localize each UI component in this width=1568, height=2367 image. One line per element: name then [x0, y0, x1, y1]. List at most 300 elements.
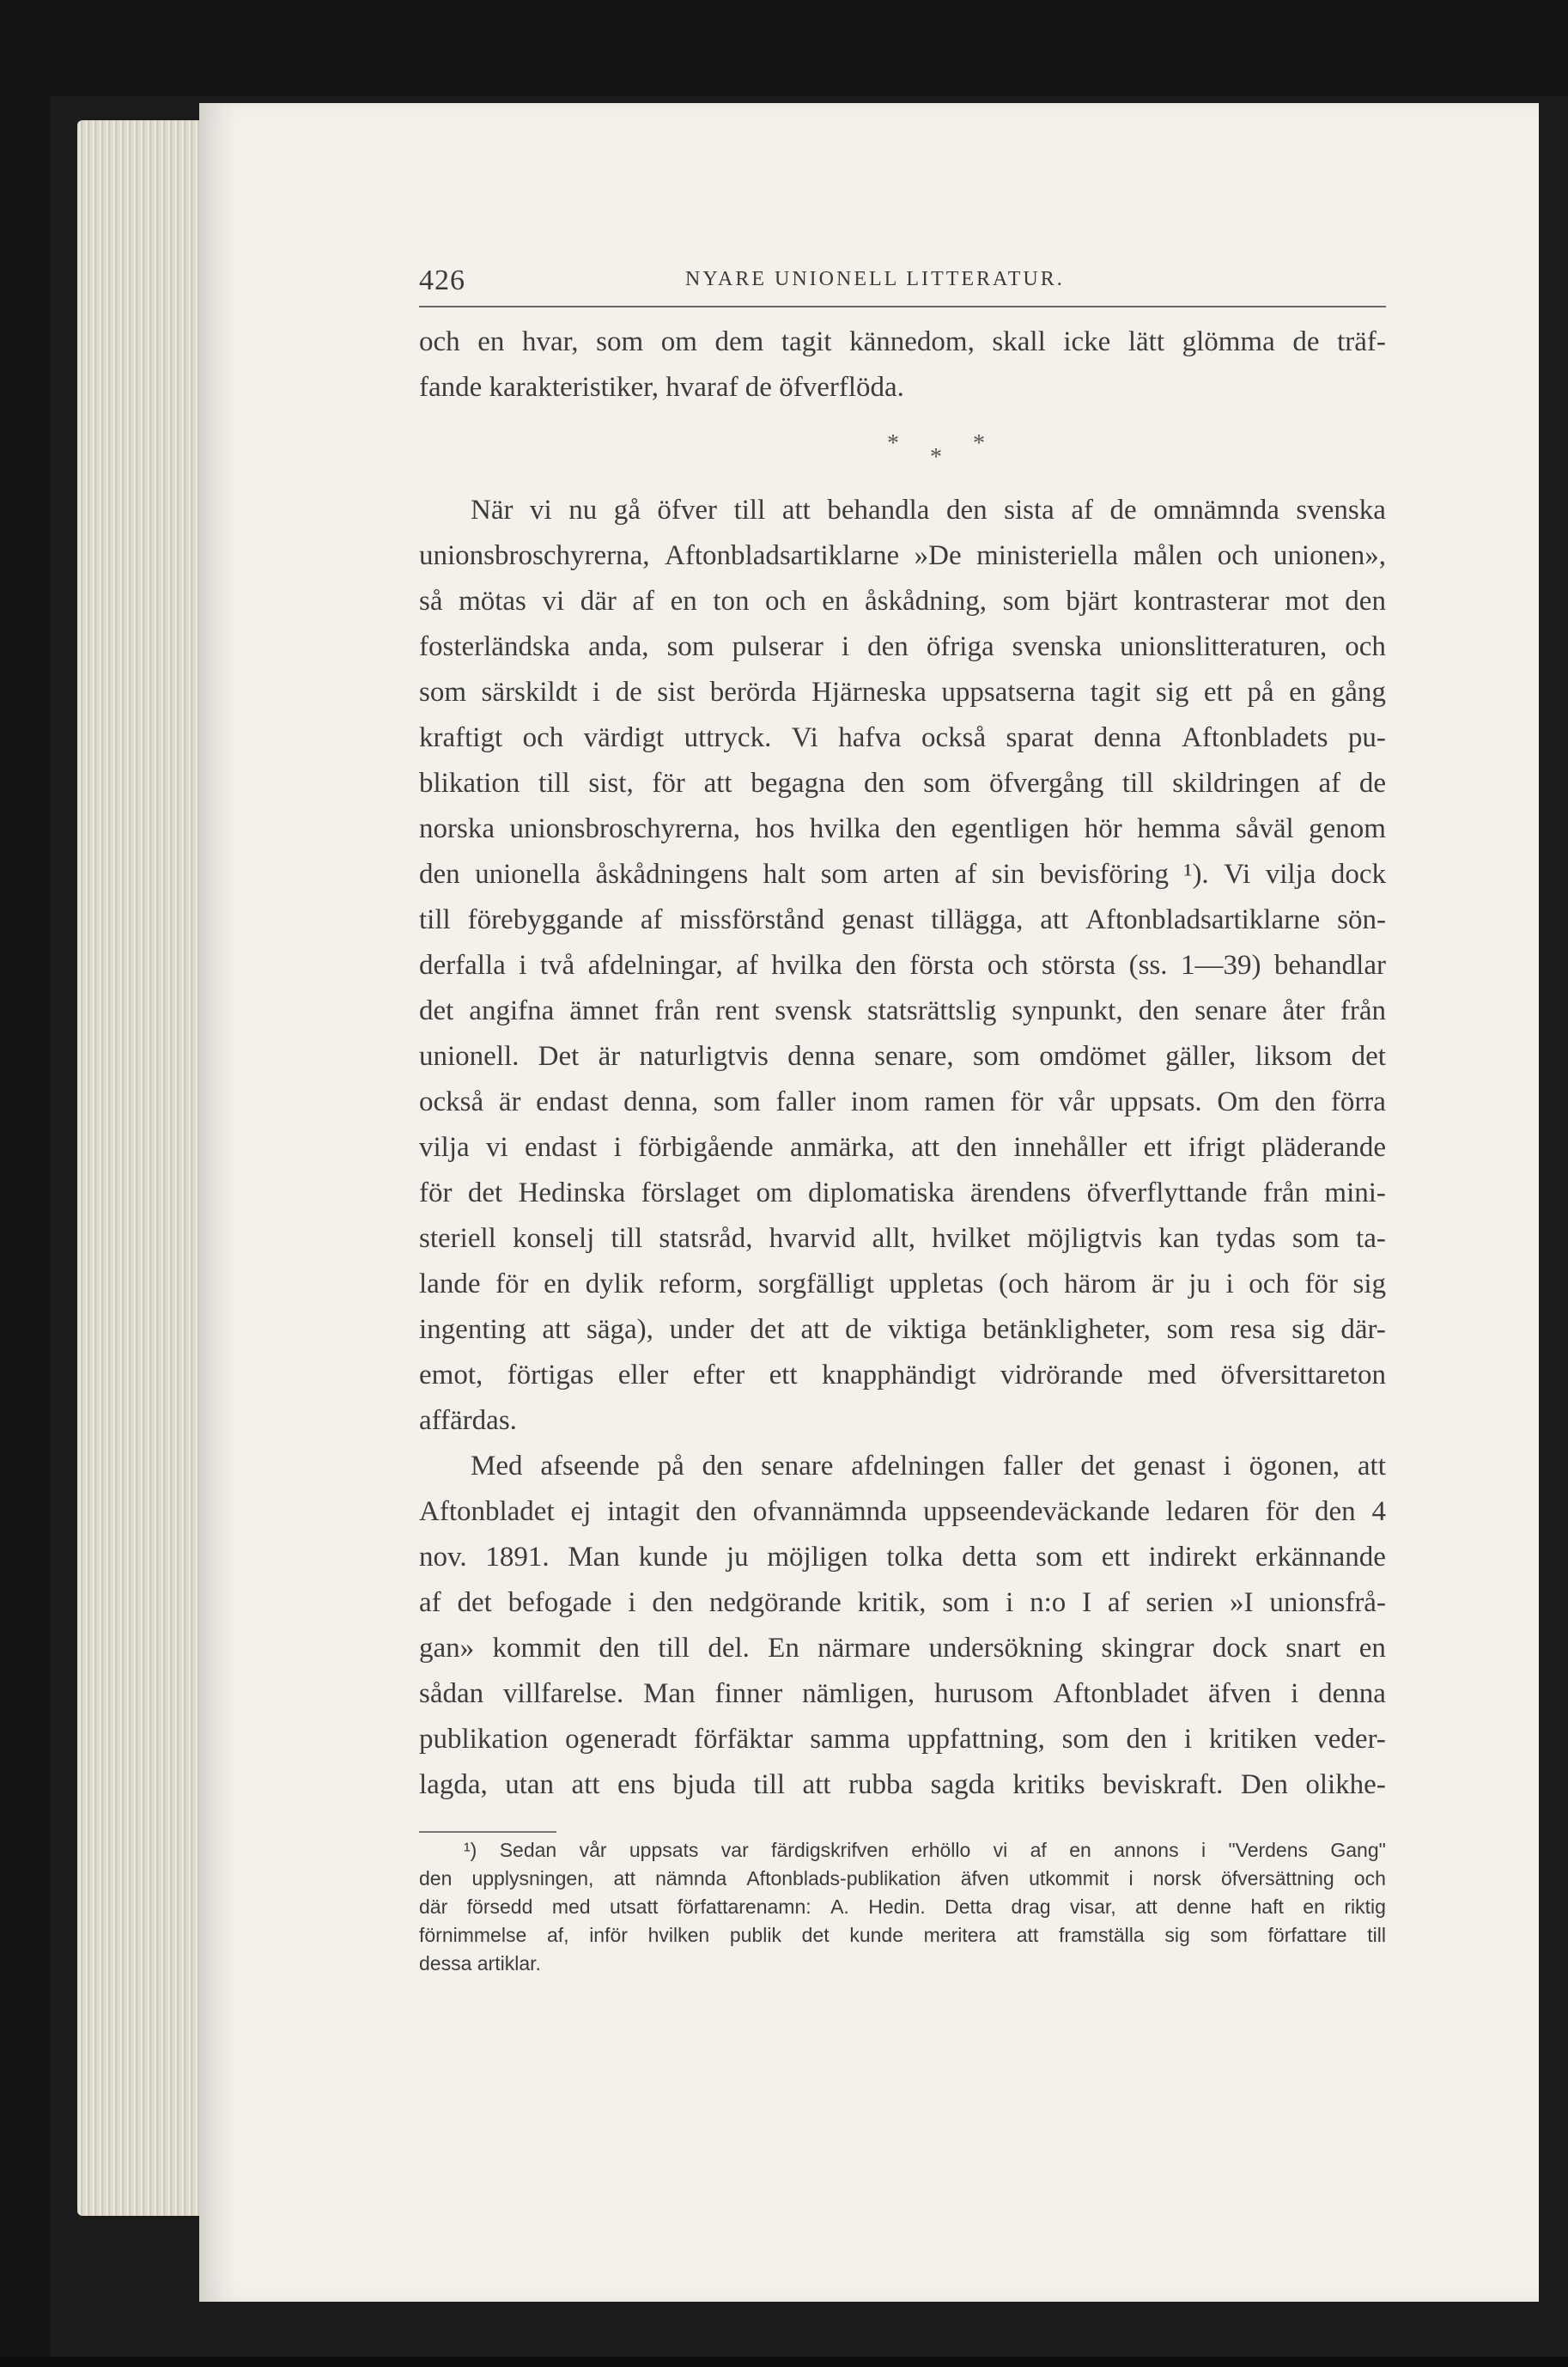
- word: unionsbroschyrerna,: [509, 813, 740, 844]
- word: den: [599, 1633, 641, 1664]
- word: unionsbroschyrerna,: [419, 540, 650, 571]
- word: öfversittareton: [1220, 1360, 1386, 1390]
- word: mötas: [459, 586, 526, 617]
- word: hvilket: [932, 1223, 1011, 1254]
- word: diplomatiska: [808, 1177, 955, 1208]
- text-line: [419, 1125, 1386, 1171]
- word: att: [613, 1867, 636, 1889]
- footnote-rule: [419, 1831, 556, 1833]
- word: naturligtvis: [639, 1041, 769, 1072]
- word: under: [669, 1314, 734, 1345]
- word: som: [1210, 1924, 1248, 1946]
- word: särskildt: [481, 677, 578, 708]
- word: i: [1183, 1724, 1193, 1755]
- word: och: [1217, 540, 1259, 571]
- word: tagit: [781, 326, 832, 357]
- word: (ss.: [1128, 950, 1168, 981]
- word: den: [1138, 995, 1180, 1026]
- word: en: [1358, 1633, 1386, 1664]
- word: möjligen: [767, 1542, 868, 1573]
- word: sist,: [588, 768, 634, 799]
- word: mini-: [1324, 1177, 1386, 1208]
- word: i: [1200, 1839, 1206, 1861]
- word: ju: [1188, 1269, 1211, 1299]
- word: anmärka,: [789, 1132, 895, 1163]
- word: afdelningar,: [587, 950, 723, 981]
- word: skingrar: [1101, 1633, 1194, 1664]
- word: olikhe-: [1305, 1769, 1386, 1800]
- word: Aftonbladets: [1182, 722, 1328, 753]
- word: visar,: [1070, 1895, 1116, 1918]
- word: utan: [505, 1769, 555, 1800]
- word: hafva: [838, 722, 902, 753]
- word: de: [1358, 768, 1386, 799]
- word: uppsatserna: [941, 677, 1076, 708]
- word: i: [1291, 1678, 1299, 1709]
- word: nedgörande: [708, 1587, 842, 1618]
- word: ingenting: [419, 1314, 526, 1345]
- word: och: [1249, 1269, 1290, 1299]
- word: betänkligheter,: [982, 1314, 1151, 1345]
- word: såväl: [1235, 813, 1294, 844]
- word: lande: [419, 1269, 481, 1299]
- word: värdigt: [583, 722, 665, 753]
- word: det: [467, 1177, 503, 1208]
- text-line: [419, 1671, 1386, 1717]
- word: öfvergång: [989, 768, 1104, 799]
- word: glömma: [1182, 326, 1275, 357]
- word: vilja: [419, 1132, 470, 1163]
- word: Hedin.: [868, 1895, 926, 1918]
- word: af,: [546, 1924, 569, 1946]
- word: från: [653, 995, 700, 1026]
- word: kunde: [638, 1542, 708, 1573]
- text-line: [419, 1353, 1386, 1398]
- text-line: [419, 1762, 1386, 1808]
- word: unionell.: [419, 1041, 520, 1072]
- word: Hjärneska: [811, 677, 927, 708]
- text-line: [419, 488, 1386, 533]
- word: endast: [524, 1132, 598, 1163]
- word: den: [1274, 1086, 1316, 1117]
- word: i: [841, 631, 850, 662]
- word: vidrörande: [1000, 1360, 1123, 1390]
- section-separator: * * *: [887, 430, 985, 471]
- word: i: [519, 950, 527, 981]
- word: vår: [1058, 1086, 1095, 1117]
- word: som: [1291, 1223, 1340, 1254]
- word: den: [863, 768, 905, 799]
- word: intagit: [607, 1496, 680, 1527]
- word: i: [1006, 1587, 1014, 1618]
- word: missförstånd: [679, 904, 825, 935]
- footnote-line: [419, 1865, 1386, 1893]
- word: omnämnda: [1153, 495, 1279, 526]
- word: ramen: [924, 1086, 995, 1117]
- word: att: [703, 768, 732, 799]
- word: kritik,: [857, 1587, 927, 1618]
- word: lätt: [1127, 326, 1165, 357]
- word: denna: [1318, 1678, 1386, 1709]
- word: tydas: [1215, 1223, 1276, 1254]
- word: 1—39): [1180, 950, 1261, 981]
- word: drag: [1011, 1895, 1051, 1918]
- word: af: [1107, 1587, 1130, 1618]
- word: åskådning,: [864, 586, 988, 617]
- word: de: [845, 1314, 872, 1345]
- text-line: [419, 1535, 1386, 1580]
- word: bjuda: [672, 1769, 736, 1800]
- word: indirekt: [1148, 1542, 1237, 1573]
- word: statsrättslig: [867, 995, 997, 1026]
- word: bjärt: [1066, 586, 1118, 617]
- word: kommit: [492, 1633, 581, 1664]
- word: den: [1315, 1496, 1356, 1527]
- word: säga),: [586, 1314, 653, 1345]
- word: den: [702, 1451, 744, 1482]
- word: var: [720, 1839, 749, 1861]
- page-edges: [77, 120, 206, 2216]
- word: Med: [471, 1451, 523, 1482]
- word: som: [713, 1086, 761, 1117]
- footnote-line: dessa artiklar.: [419, 1952, 541, 1975]
- word: norska: [419, 813, 495, 844]
- word: När: [471, 495, 514, 526]
- word: och: [987, 950, 1029, 981]
- text-line: [419, 898, 1386, 943]
- word: närmare: [817, 1633, 911, 1664]
- word: genom: [1309, 813, 1386, 844]
- word: sista: [1004, 495, 1054, 526]
- word: nu: [568, 495, 598, 526]
- word: riktig: [1344, 1895, 1386, 1918]
- word: gäller,: [1165, 1041, 1237, 1072]
- word: omdömet: [1039, 1041, 1146, 1072]
- word: Aftonbladet: [1053, 1678, 1189, 1709]
- word: n:o: [1030, 1587, 1067, 1618]
- text-line: [419, 1080, 1386, 1125]
- word: Om: [1217, 1086, 1260, 1117]
- text-line: [419, 1444, 1386, 1489]
- word: hvilka: [809, 813, 881, 844]
- word: sig: [1155, 677, 1189, 708]
- word: första: [909, 950, 975, 981]
- word: i: [1128, 1867, 1133, 1889]
- word: dem: [714, 326, 764, 357]
- word: tagit: [1090, 677, 1141, 708]
- word: Man: [643, 1678, 696, 1709]
- word: anda,: [587, 631, 649, 662]
- word: af: [1071, 495, 1093, 526]
- word: statsråd,: [659, 1223, 753, 1254]
- word: förebyggande: [467, 904, 623, 935]
- word: dylik: [585, 1269, 644, 1299]
- word: ett: [1203, 677, 1232, 708]
- word: unionslitteraturen,: [1120, 631, 1328, 662]
- word: ett: [1101, 1542, 1130, 1573]
- word: där: [580, 586, 617, 617]
- word: hurusom: [934, 1678, 1034, 1709]
- word: i: [1223, 1451, 1231, 1482]
- word: angifna: [469, 995, 555, 1026]
- word: nov.: [419, 1542, 467, 1573]
- word: hos: [755, 813, 795, 844]
- word: sig: [1352, 1269, 1386, 1299]
- word: tillägga,: [931, 904, 1024, 935]
- word: arten: [883, 859, 940, 890]
- word: norsk: [1152, 1867, 1201, 1889]
- word: unionella: [475, 859, 580, 890]
- word: författarenamn:: [677, 1895, 811, 1918]
- word: veder-: [1314, 1724, 1386, 1755]
- word: för: [1304, 1269, 1338, 1299]
- word: snart: [1285, 1633, 1341, 1664]
- page-number: 426: [419, 265, 465, 296]
- word: serien: [1146, 1587, 1214, 1618]
- word: liksom: [1255, 1041, 1333, 1072]
- word: det: [801, 1924, 830, 1946]
- word: det: [1351, 1041, 1386, 1072]
- word: samma: [810, 1724, 890, 1755]
- word: eller: [617, 1360, 669, 1390]
- word: Det: [538, 1041, 580, 1072]
- word: hör: [1084, 813, 1122, 844]
- text-line: [419, 1171, 1386, 1216]
- word: finner: [714, 1678, 783, 1709]
- body-text: [419, 319, 1386, 1808]
- word: och: [1345, 631, 1386, 662]
- word: färdigskrifven: [771, 1839, 889, 1861]
- word: annons: [1114, 1839, 1179, 1861]
- word: "Verdens: [1228, 1839, 1309, 1861]
- word: där: [419, 1895, 448, 1918]
- word: Aftonbladsartiklarne: [665, 540, 900, 571]
- bottom-edge-shadow: [0, 2357, 1568, 2367]
- word: dock: [1330, 859, 1386, 890]
- text-line: [419, 943, 1386, 989]
- word: en: [1069, 1839, 1091, 1861]
- word: senare,: [874, 1041, 954, 1072]
- word: skildringen: [1172, 768, 1300, 799]
- word: unionen»,: [1273, 540, 1386, 571]
- word: målen: [1133, 540, 1203, 571]
- word: i: [592, 677, 601, 708]
- word: hemma: [1137, 813, 1221, 844]
- word: kan: [1158, 1223, 1200, 1254]
- word: äfven: [1207, 1678, 1272, 1709]
- word: skall: [992, 326, 1046, 357]
- word: vi: [530, 495, 552, 526]
- word: ögonen,: [1249, 1451, 1340, 1482]
- word: är: [498, 1086, 521, 1117]
- word: gan»: [419, 1633, 475, 1664]
- word: behandla: [827, 495, 930, 526]
- word: haft: [1250, 1895, 1284, 1918]
- word: sig: [1291, 1314, 1325, 1345]
- word: den: [696, 1496, 737, 1527]
- footnote: [419, 1836, 1386, 1978]
- word: kritiks: [1012, 1769, 1085, 1800]
- word: afseende: [540, 1451, 640, 1482]
- word: att: [1135, 1895, 1158, 1918]
- word: undersökning: [928, 1633, 1084, 1664]
- word: uppsats.: [1109, 1086, 1202, 1117]
- word: den: [1126, 1724, 1168, 1755]
- word: A.: [830, 1895, 849, 1918]
- word: Sedan: [499, 1839, 557, 1861]
- word: vi: [485, 1132, 508, 1163]
- word: träf-: [1337, 326, 1386, 357]
- word: synpunkt,: [1012, 995, 1123, 1026]
- word: ¹): [464, 1839, 477, 1861]
- word: med: [1147, 1360, 1197, 1390]
- word: efter: [692, 1360, 745, 1390]
- word: till: [1367, 1924, 1386, 1946]
- word: rubba: [848, 1769, 914, 1800]
- word: faller: [775, 1086, 836, 1117]
- word: svenska: [1012, 631, 1103, 662]
- word: den: [895, 813, 937, 844]
- word: som: [1002, 586, 1050, 617]
- word: bevisföring: [1039, 859, 1170, 890]
- word: vilja: [1265, 859, 1316, 890]
- word: Vi: [791, 722, 818, 753]
- word: en: [1303, 1895, 1325, 1918]
- word: knapphändigt: [821, 1360, 976, 1390]
- word: sagda: [930, 1769, 995, 1800]
- word: kännedom,: [849, 326, 975, 357]
- text-line: [419, 1580, 1386, 1626]
- word: vi: [542, 586, 565, 617]
- word: halt: [763, 859, 806, 890]
- word: Hedinska: [518, 1177, 626, 1208]
- word: som: [666, 631, 714, 662]
- word: 4: [1371, 1496, 1386, 1527]
- word: ton: [713, 586, 750, 617]
- word: öfverflyttande: [1086, 1177, 1248, 1208]
- word: Gang": [1330, 1839, 1386, 1861]
- word: publik: [729, 1924, 781, 1946]
- word: förtigas: [507, 1360, 594, 1390]
- word: inför: [589, 1924, 628, 1946]
- word: sist: [657, 677, 696, 708]
- text-line: [419, 579, 1386, 624]
- word: ärendens: [969, 1177, 1072, 1208]
- word: som: [1061, 1724, 1109, 1755]
- word: ministeriella: [976, 540, 1119, 571]
- word: den: [419, 1867, 453, 1889]
- word: förfäktar: [694, 1724, 793, 1755]
- word: ifrigt: [1188, 1132, 1245, 1163]
- word: till: [611, 1223, 643, 1254]
- word: äfven: [960, 1867, 1010, 1889]
- word: på: [1247, 677, 1274, 708]
- word: gång: [1330, 677, 1386, 708]
- word: erhöllo: [911, 1839, 971, 1861]
- word: med: [551, 1895, 591, 1918]
- word: härom: [1064, 1269, 1137, 1299]
- word: ofvannämnda: [752, 1496, 908, 1527]
- word: till: [733, 495, 766, 526]
- word: att: [1016, 1924, 1039, 1946]
- word: uttryck.: [684, 722, 772, 753]
- word: Aftonbladet: [419, 1496, 555, 1527]
- word: unionsfrå-: [1269, 1587, 1386, 1618]
- word: ledaren: [1165, 1496, 1249, 1527]
- word: Aftonbladsartiklarne: [1085, 904, 1321, 935]
- word: försedd: [466, 1895, 533, 1918]
- text-line: [419, 1489, 1386, 1535]
- word: förnimmelse: [419, 1924, 527, 1946]
- text-line: [419, 624, 1386, 670]
- word: att: [571, 1769, 600, 1800]
- word: denna: [787, 1041, 855, 1072]
- word: det: [750, 1314, 785, 1345]
- word: uppfattning,: [907, 1724, 1045, 1755]
- word: begagna: [751, 768, 846, 799]
- word: från: [1262, 1177, 1310, 1208]
- word: att: [800, 1314, 830, 1345]
- word: utkommit: [1029, 1867, 1109, 1889]
- word: utsatt: [609, 1895, 659, 1918]
- word: behandlar: [1273, 950, 1386, 981]
- text-line: fande karakteristiker, hvaraf de öfverflöda.: [419, 372, 904, 403]
- word: möjligtvis: [1027, 1223, 1142, 1254]
- word: framställa: [1058, 1924, 1145, 1946]
- word: (och: [998, 1269, 1049, 1299]
- word: Vi: [1224, 859, 1251, 890]
- text-line: [419, 1717, 1386, 1762]
- word: ta-: [1356, 1223, 1386, 1254]
- word: Aftonblads-publikation: [746, 1867, 941, 1889]
- word: den: [419, 859, 460, 890]
- word: fosterländska: [419, 631, 570, 662]
- word: åskådningens: [595, 859, 749, 890]
- word: reform,: [659, 1269, 744, 1299]
- word: vår: [579, 1839, 607, 1861]
- word: 1891.: [485, 1542, 550, 1573]
- word: senare: [761, 1451, 834, 1482]
- word: af: [1030, 1839, 1047, 1861]
- text-line: [419, 715, 1386, 761]
- text-line: affärdas.: [419, 1405, 517, 1436]
- word: uppletas: [889, 1269, 984, 1299]
- word: kritiken: [1208, 1724, 1298, 1755]
- word: pläderande: [1261, 1132, 1386, 1163]
- footnote-line: [419, 1893, 1386, 1921]
- word: för: [495, 1269, 529, 1299]
- word: derfalla: [419, 950, 506, 981]
- word: en: [544, 1269, 571, 1299]
- word: emot,: [419, 1360, 483, 1390]
- word: den: [945, 495, 988, 526]
- word: ju: [726, 1542, 749, 1573]
- word: och: [522, 722, 564, 753]
- word: »De: [914, 540, 962, 571]
- word: lagda,: [419, 1769, 488, 1800]
- text-line: [419, 806, 1386, 852]
- word: om: [756, 1177, 793, 1208]
- word: det: [457, 1587, 492, 1618]
- word: sin: [991, 859, 1025, 890]
- word: viktiga: [887, 1314, 967, 1345]
- word: »I: [1229, 1587, 1254, 1618]
- word: Detta: [945, 1895, 993, 1918]
- word: öfver: [657, 495, 718, 526]
- word: endast: [536, 1086, 609, 1117]
- word: är: [1152, 1269, 1174, 1299]
- text-line: [419, 1626, 1386, 1671]
